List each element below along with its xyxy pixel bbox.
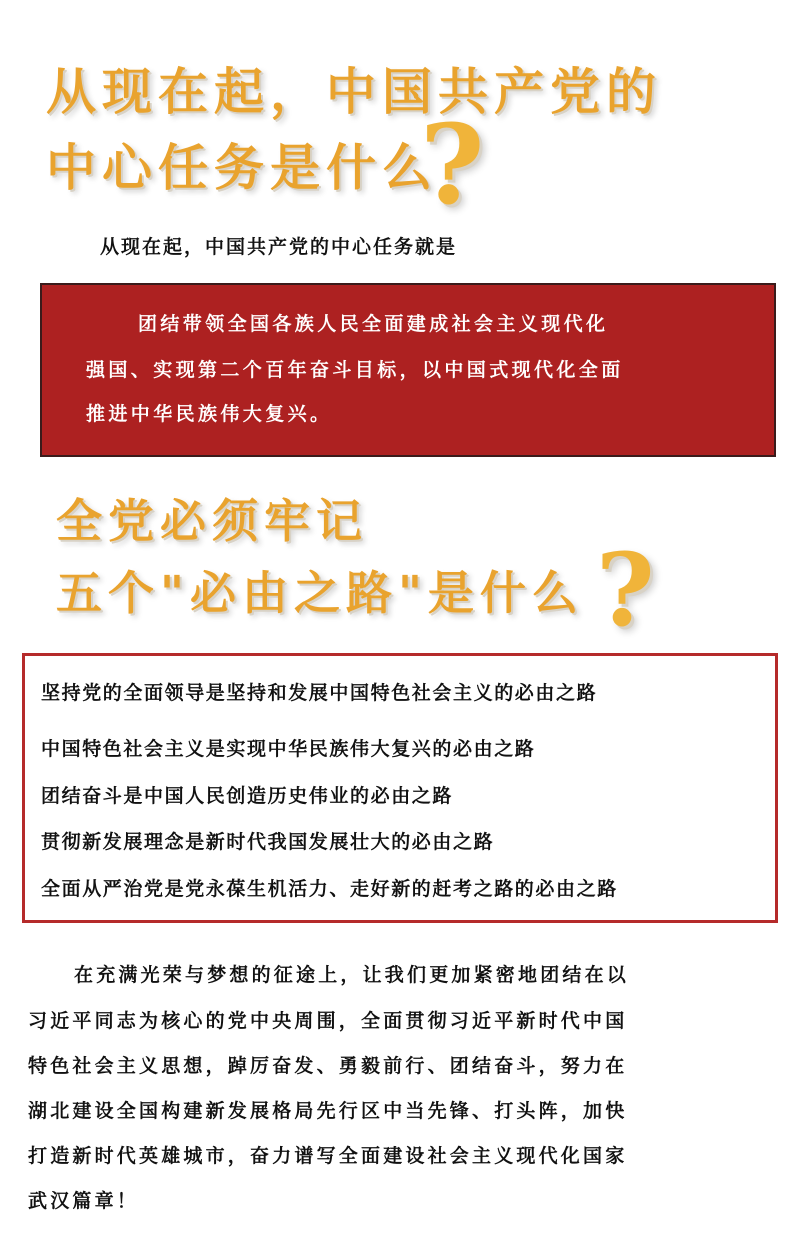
section1-intro: 从现在起，中国共产党的中心任务就是 — [100, 236, 458, 258]
central-task-line: 团结带领全国各族人民全面建成社会主义现代化 — [138, 313, 609, 335]
list-item: 中国特色社会主义是实现中华民族伟大复兴的必由之路 — [41, 738, 536, 760]
section1-heading-line2: 中心任务是什么 — [46, 139, 438, 197]
closing-paragraph-line: 特色社会主义思想，踔厉奋发、勇毅前行、团结奋斗，努力在 — [28, 1055, 628, 1077]
section2-heading-line1: 全党必须牢记 — [56, 494, 368, 548]
list-item: 坚持党的全面领导是坚持和发展中国特色社会主义的必由之路 — [41, 682, 598, 704]
list-item: 贯彻新发展理念是新时代我国发展壮大的必由之路 — [41, 831, 495, 853]
closing-paragraph-line: 打造新时代英雄城市，奋力谱写全面建设社会主义现代化国家 — [28, 1145, 628, 1167]
question-mark-icon: ? — [420, 100, 485, 229]
closing-paragraph-line: 湖北建设全国构建新发展格局先行区中当先锋、打头阵，加快 — [28, 1100, 628, 1122]
five-paths-box — [22, 653, 778, 923]
question-mark-icon: ? — [596, 531, 655, 649]
central-task-line: 强国、实现第二个百年奋斗目标，以中国式现代化全面 — [86, 359, 624, 381]
central-task-box — [40, 283, 776, 457]
list-item: 全面从严治党是党永葆生机活力、走好新的赶考之路的必由之路 — [41, 878, 618, 900]
closing-paragraph-line: 习近平同志为核心的党中央周围，全面贯彻习近平新时代中国 — [28, 1010, 628, 1032]
section2-heading-line2: 五个"必由之路"是什么 — [56, 566, 584, 620]
closing-paragraph-line: 武汉篇章！ — [28, 1190, 140, 1212]
list-item: 团结奋斗是中国人民创造历史伟业的必由之路 — [41, 785, 454, 807]
closing-paragraph-line: 在充满光荣与梦想的征途上，让我们更加紧密地团结在以 — [74, 964, 630, 986]
central-task-line: 推进中华民族伟大复兴。 — [86, 403, 333, 425]
section1-heading-line1: 从现在起，中国共产党的 — [46, 63, 662, 121]
